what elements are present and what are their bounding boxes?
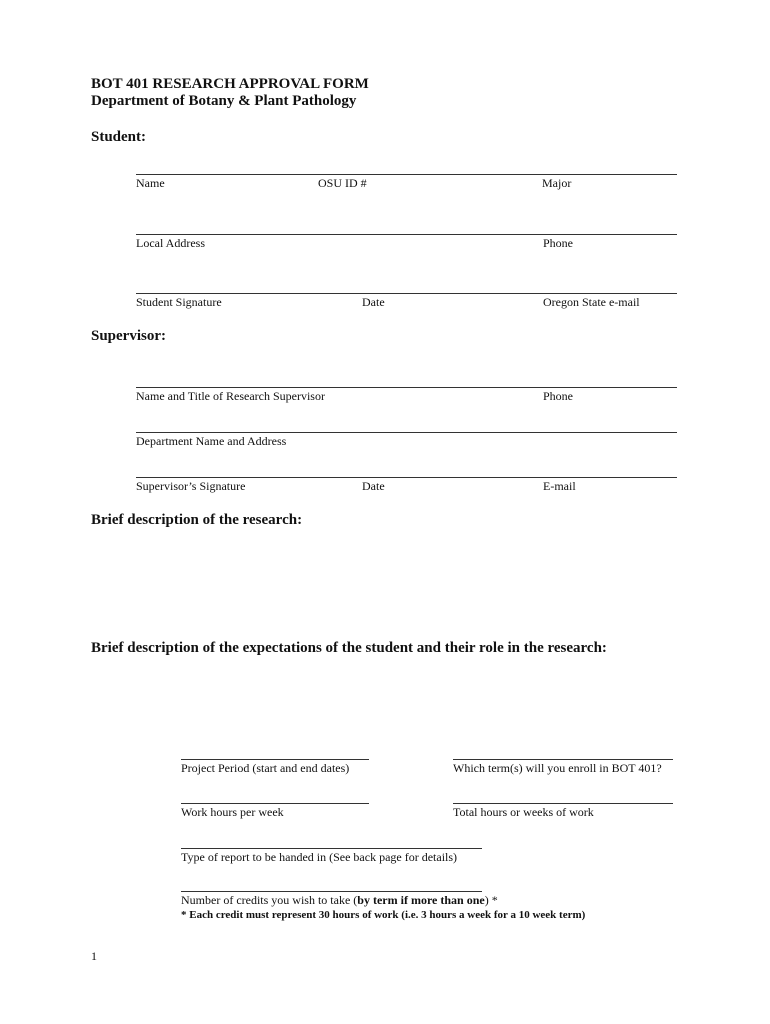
work-hours-line[interactable] <box>181 803 369 804</box>
supervisor-name-line[interactable] <box>136 387 677 388</box>
student-heading: Student: <box>91 129 147 145</box>
credits-label <box>181 893 498 908</box>
supervisor-dept-label: Department Name and Address <box>136 434 287 448</box>
credits-line[interactable] <box>181 891 482 892</box>
work-hours-label: Work hours per week <box>181 805 284 819</box>
expectations-heading: Brief description of the expectations of the student and their role in the research: <box>91 640 607 656</box>
credits-bold-note: by term if more than one <box>357 893 485 907</box>
supervisor-signature-line[interactable] <box>136 477 677 478</box>
supervisor-email-label: E-mail <box>543 479 576 493</box>
student-signature-label: Student Signature <box>136 295 222 309</box>
page-number: 1 <box>91 949 97 963</box>
supervisor-dept-line[interactable] <box>136 432 677 433</box>
student-address-line[interactable] <box>136 234 677 235</box>
supervisor-name-title-label: Name and Title of Research Supervisor <box>136 389 325 403</box>
project-period-label: Project Period (start and end dates) <box>181 761 350 775</box>
department-subtitle: Department of Botany & Plant Pathology <box>91 93 357 109</box>
report-type-line[interactable] <box>181 848 482 849</box>
supervisor-date-label: Date <box>362 479 385 493</box>
research-description-area[interactable] <box>91 535 677 630</box>
student-email-label: Oregon State e-mail <box>543 295 640 309</box>
total-hours-line[interactable] <box>453 803 673 804</box>
report-type-label: Type of report to be handed in (See back page for details) <box>181 850 458 864</box>
student-signature-line[interactable] <box>136 293 677 294</box>
student-major-label: Major <box>542 176 572 190</box>
credit-footnote: * Each credit must represent 30 hours of work (i.e. 3 hours a week for a 10 week term) <box>181 909 586 921</box>
supervisor-heading: Supervisor: <box>91 328 166 344</box>
student-name-label: Name <box>136 176 165 190</box>
terms-label: Which term(s) will you enroll in BOT 401? <box>453 761 662 775</box>
student-address-label: Local Address <box>136 236 205 250</box>
supervisor-signature-label: Supervisor’s Signature <box>136 479 246 493</box>
supervisor-phone-label: Phone <box>543 389 573 403</box>
credits-suffix: ) * <box>484 893 498 907</box>
student-osu-id-label: OSU ID # <box>318 176 367 190</box>
student-phone-label: Phone <box>543 236 573 250</box>
student-date-label: Date <box>362 295 385 309</box>
research-description-heading: Brief description of the research: <box>91 512 303 528</box>
credits-prefix: Number of credits you wish to take ( <box>181 893 358 907</box>
total-hours-label: Total hours or weeks of work <box>453 805 594 819</box>
project-period-line[interactable] <box>181 759 369 760</box>
form-title: BOT 401 RESEARCH APPROVAL FORM <box>91 76 369 92</box>
expectations-area[interactable] <box>91 663 677 753</box>
student-name-line[interactable] <box>136 174 677 175</box>
terms-line[interactable] <box>453 759 673 760</box>
